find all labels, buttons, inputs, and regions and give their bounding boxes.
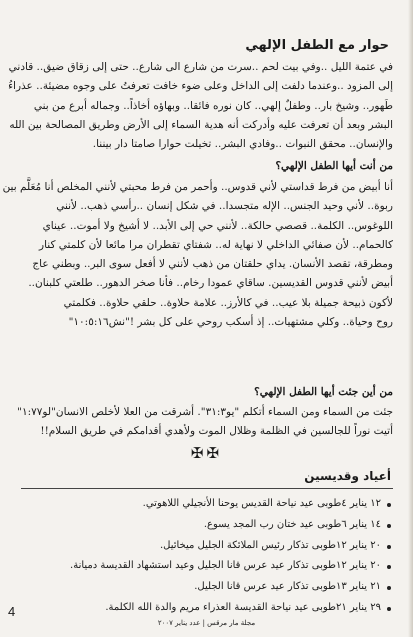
list-item: ٢٩ يناير ٢١طوبى عيد نياحة القديسة العذراء مريم والدة الله الكلمة. — [31, 598, 391, 619]
feasts-list — [31, 494, 391, 619]
text-line: أبيض لأنني قدوس القديسين. ساقاي عمودا رخام.. فأنا صخر الدهور.. طلعتي كلبنان.. — [28, 277, 393, 290]
page-number: 4 — [8, 604, 16, 619]
text-line: كالحمام.. لأن صفائي الداخلي لا نهاية له.. شفتاي تقطران مرا مائعا لأن كلمتي كنار — [39, 238, 393, 251]
intro-paragraph — [8, 58, 393, 154]
answer-1-paragraph — [2, 178, 393, 332]
text-line: أتيت نوراً للجالسين في الظلمة وظلال الموت ولأهدي أقدامكم في طريق السلام!! — [40, 425, 393, 438]
page-footer: مجلة مار مرقس | عدد يناير ٢٠٠٧ — [157, 619, 256, 627]
text-line: والإنسان.. محقق النبوات ..وفادي البشر.. تخيلت حوارا صامتا دار بيننا. — [92, 138, 393, 151]
text-line: البشر وبعد أن تعرفت عليه وأدركت أنه هدية السماء إلى الأرض وطريق المصالحة بين الله — [9, 118, 393, 131]
text-line: لأكون ذبيحة جميلة بلا عيب.. في كالأرز.. علامة حلاوة.. حلقي حلاوة.. فكلمتي — [63, 296, 393, 309]
text-line: جئت من السماء ومن السماء أتكلم "يو٣١:٣". أشرقت من العلا لأخلص الانسان"لو١:٧٧" — [17, 406, 393, 418]
text-line: ومطرقة، تقصد الأنسان. يداي حلقتان من ذهب لأنني لا أفعل سوى البر.. وبطني عاج — [32, 258, 393, 271]
answer-2-paragraph — [17, 403, 393, 442]
feasts-section-title: أعياد وقديسين — [304, 469, 391, 483]
text-line: إلى المزود ..وعندما دلفت إلى الداخل وعلى ضوء خافت تعرفتُ على وجوه مضيئة.. عذراءُ — [8, 80, 393, 93]
list-item: ١٢ يناير ٤طوبى عيد نياحة القديس يوحنا الأنجيلي اللاهوتي. — [31, 494, 391, 515]
question-2: من أين جئت أيها الطفل الإلهي؟ — [254, 386, 393, 398]
text-line: اللوغوس.. الكلمة.. قصصي حالكة.. لأنني حي إلى الأبد.. لا أشيخ ولا أموت.. عيناي — [42, 219, 393, 232]
page-edge-shadow — [408, 0, 413, 637]
section-divider — [21, 488, 393, 489]
list-item: ٢٠ يناير ١٢طوبى تذكار عيد عرس قانا الجليل وعيد استشهاد القديسة دميانة. — [31, 556, 391, 577]
list-item: ٢٠ يناير ١٢طوبى تذكار رئيس الملائكة الجليل ميخائيل. — [31, 536, 391, 557]
text-line: ربوة.. لأني وحيد الجنس.. الإله متجسدا.. في شكل إنسان ..رأسي ذهب.. لأنني — [56, 200, 393, 213]
cross-icon: ✠✠ — [190, 444, 223, 462]
text-line: في عتمة الليل ..وفي بيت لحم ..سرت من شارع الى شارع.. حتى إلى زقاق ضيق.. قادني — [8, 61, 393, 73]
text-line: طَهور.. وشيخ بار.. وطفلٌ إلهي.. كان نوره فائقا.. وبهاؤه أخاذاً.. وجماله أبرع من بني — [33, 99, 393, 112]
coptic-crosses-ornament — [0, 444, 413, 462]
text-line: روح وحياة.. وكلي مشتهيات.. إذ أسكب روحي على كل بشر !"نش١٠:٥:١٦" — [68, 316, 393, 329]
article-title: حوار مع الطفل الإلهي — [245, 38, 389, 53]
question-1: من أنت أيها الطفل الإلهي؟ — [275, 160, 393, 172]
list-item: ١٤ يناير ٦طوبى عيد ختان رب المجد يسوع. — [31, 515, 391, 536]
text-line: أنا أبيض من فرط قداستي لأني قدوس.. وأحمر من فرط محبتي لأنني المخلص أنا مُعَلَّم بين — [2, 181, 393, 193]
list-item: ٢١ يناير ١٣طوبى تذكار عيد عرس قانا الجليل. — [31, 577, 391, 598]
